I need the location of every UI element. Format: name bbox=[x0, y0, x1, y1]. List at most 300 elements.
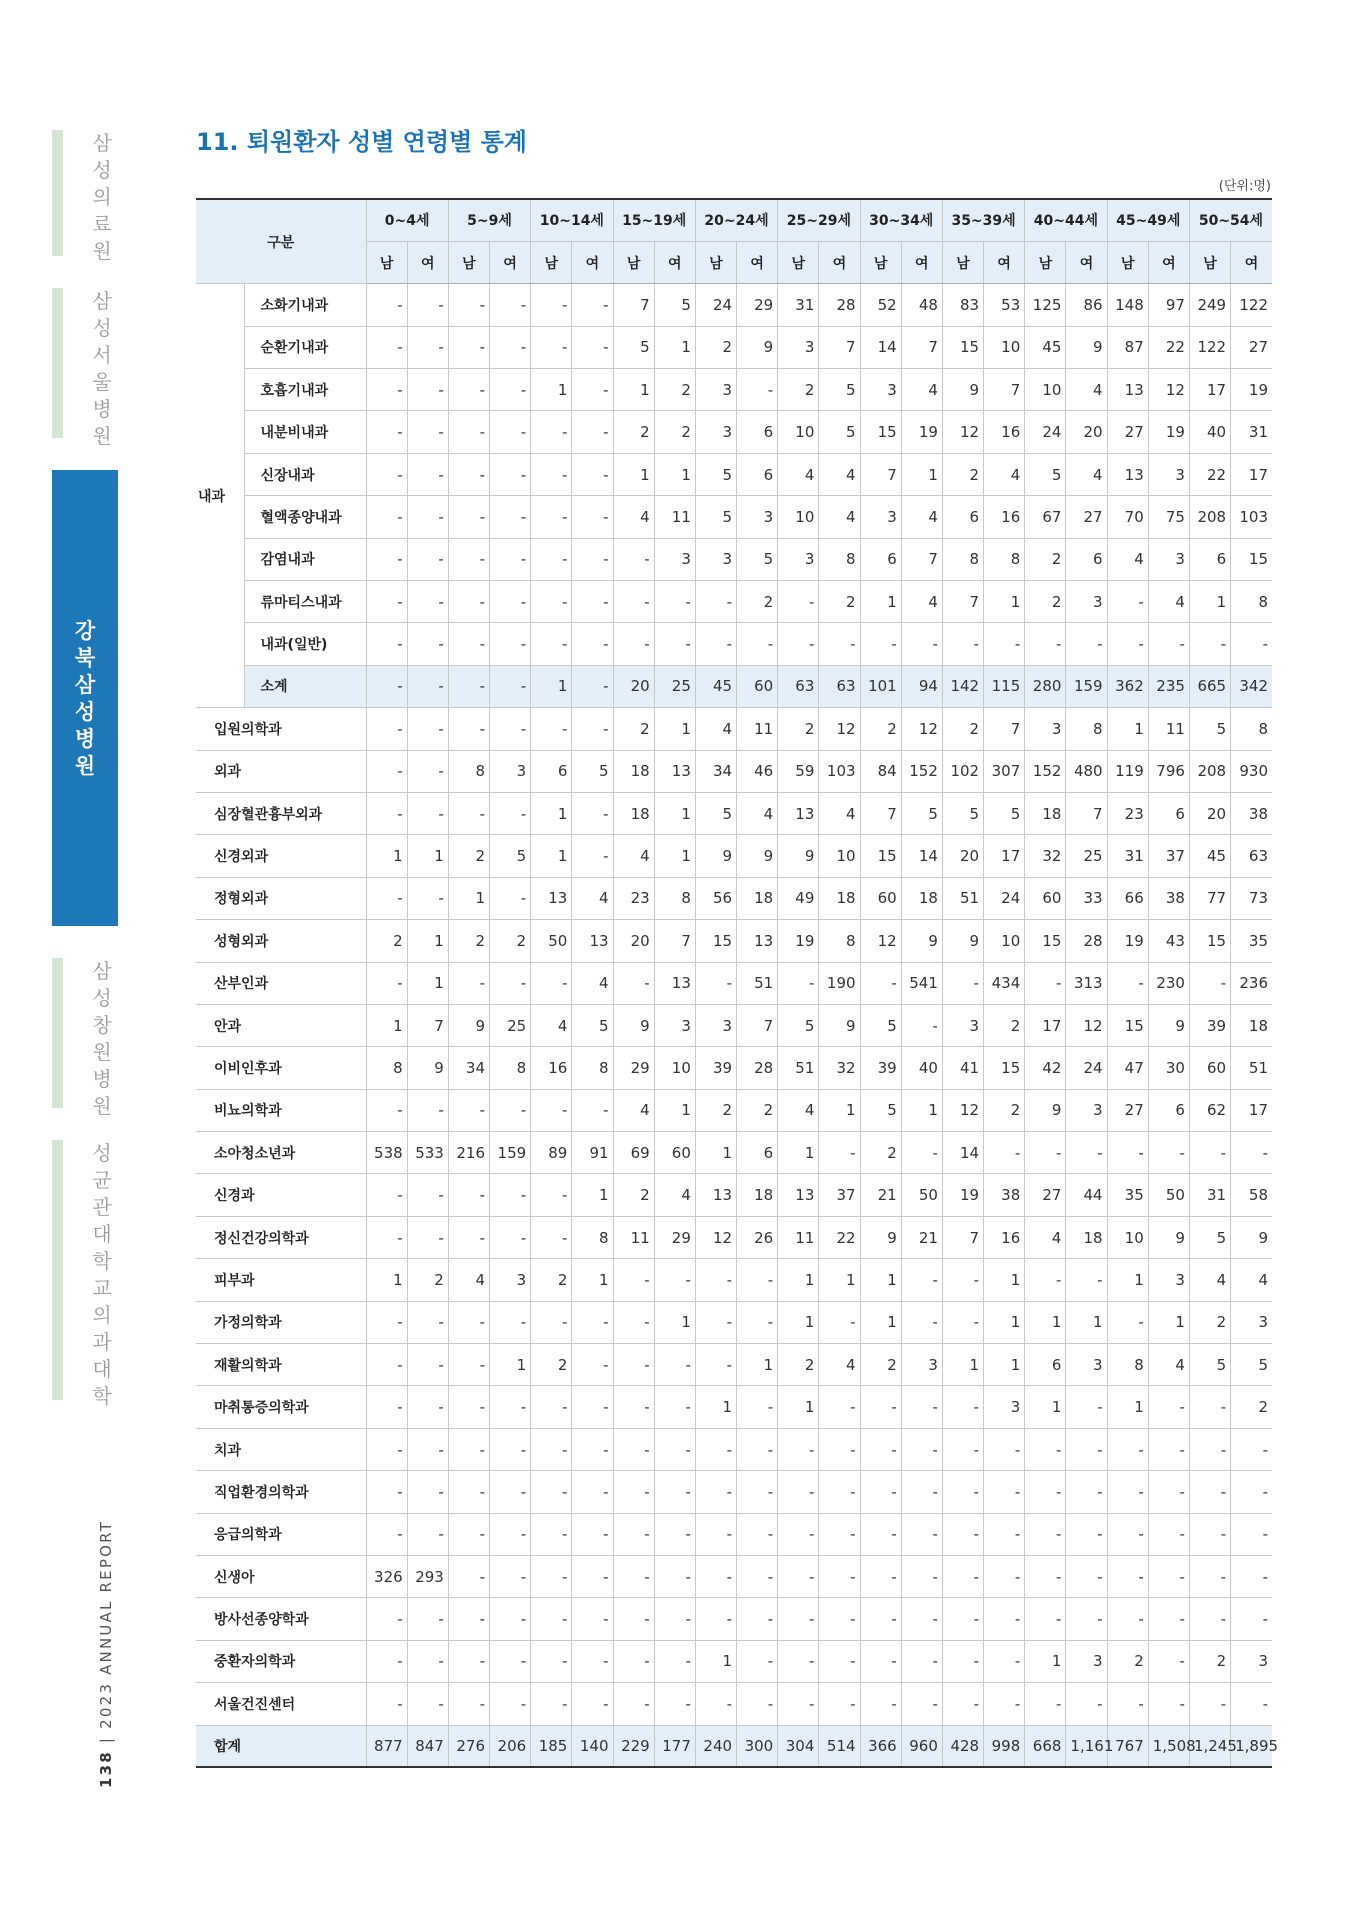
table-cell: - bbox=[448, 1216, 489, 1258]
table-cell: 119 bbox=[1107, 750, 1148, 792]
table-cell: - bbox=[1107, 1132, 1148, 1174]
page-footer bbox=[97, 1520, 117, 1788]
table-cell: - bbox=[737, 1386, 778, 1428]
table-cell: 84 bbox=[860, 750, 901, 792]
table-cell: 12 bbox=[695, 1216, 736, 1258]
table-cell: - bbox=[407, 1598, 448, 1640]
table-cell: 5 bbox=[490, 835, 531, 877]
table-cell: 8 bbox=[942, 538, 983, 580]
table-cell: 2 bbox=[1107, 1640, 1148, 1682]
table-cell: - bbox=[942, 1428, 983, 1470]
header-sex: 남 bbox=[695, 241, 736, 283]
table-cell: 6 bbox=[1148, 1089, 1189, 1131]
table-cell: - bbox=[407, 750, 448, 792]
table-cell: 87 bbox=[1107, 326, 1148, 368]
table-cell: 35 bbox=[1231, 920, 1272, 962]
table-cell: - bbox=[366, 369, 407, 411]
table-cell: 8 bbox=[654, 877, 695, 919]
table-cell: 9 bbox=[778, 835, 819, 877]
table-cell: 27 bbox=[1231, 326, 1272, 368]
table-cell: - bbox=[1066, 623, 1107, 665]
table-cell: 28 bbox=[737, 1047, 778, 1089]
table-cell: - bbox=[1107, 962, 1148, 1004]
table-cell: 22 bbox=[1148, 326, 1189, 368]
table-cell: - bbox=[407, 708, 448, 750]
table-cell: - bbox=[366, 1386, 407, 1428]
table-cell: 59 bbox=[778, 750, 819, 792]
table-cell: 998 bbox=[984, 1725, 1025, 1767]
table-cell: 50 bbox=[531, 920, 572, 962]
table-cell: 2 bbox=[613, 1174, 654, 1216]
table-cell: - bbox=[942, 1640, 983, 1682]
table-cell: - bbox=[366, 496, 407, 538]
table-cell: 1 bbox=[448, 877, 489, 919]
table-cell: 1 bbox=[984, 581, 1025, 623]
table-cell: - bbox=[490, 1556, 531, 1598]
table-cell: 2 bbox=[819, 581, 860, 623]
table-cell: - bbox=[613, 1513, 654, 1555]
table-cell: 148 bbox=[1107, 284, 1148, 326]
table-cell: 15 bbox=[984, 1047, 1025, 1089]
table-cell: - bbox=[695, 1428, 736, 1470]
table-cell: - bbox=[860, 1640, 901, 1682]
table-cell: 4 bbox=[778, 453, 819, 495]
table-cell: - bbox=[901, 1004, 942, 1046]
table-cell: 6 bbox=[737, 411, 778, 453]
table-cell: - bbox=[860, 1598, 901, 1640]
table-cell: 5 bbox=[695, 496, 736, 538]
table-cell: - bbox=[984, 1132, 1025, 1174]
table-cell: 2 bbox=[531, 1259, 572, 1301]
table-cell: 25 bbox=[490, 1004, 531, 1046]
table-cell: 960 bbox=[901, 1725, 942, 1767]
table-cell: - bbox=[407, 1386, 448, 1428]
table-cell: 5 bbox=[572, 1004, 613, 1046]
table-cell: - bbox=[490, 792, 531, 834]
table-cell: - bbox=[613, 1344, 654, 1386]
table-cell: - bbox=[531, 1089, 572, 1131]
table-row bbox=[196, 1216, 1272, 1258]
table-row bbox=[196, 1471, 1272, 1513]
table-cell: - bbox=[860, 1471, 901, 1513]
table-cell: 8 bbox=[1107, 1344, 1148, 1386]
table-cell: - bbox=[654, 1640, 695, 1682]
table-cell: 366 bbox=[860, 1725, 901, 1767]
table-cell: - bbox=[1066, 1386, 1107, 1428]
table-cell: 3 bbox=[695, 411, 736, 453]
table-cell: 20 bbox=[613, 665, 654, 707]
row-label: 치과 bbox=[196, 1428, 366, 1470]
table-cell: 3 bbox=[695, 1004, 736, 1046]
table-cell: - bbox=[654, 1683, 695, 1725]
table-cell: - bbox=[490, 1174, 531, 1216]
table-cell: - bbox=[407, 1301, 448, 1343]
table-cell: - bbox=[737, 1556, 778, 1598]
table-cell: - bbox=[572, 1428, 613, 1470]
table-cell: - bbox=[407, 877, 448, 919]
table-cell: - bbox=[984, 1513, 1025, 1555]
header-sex: 여 bbox=[490, 241, 531, 283]
side-tab-changwon-hospital[interactable] bbox=[52, 958, 118, 1118]
table-cell: 1,161 bbox=[1066, 1725, 1107, 1767]
table-cell: - bbox=[1107, 1513, 1148, 1555]
table-cell: - bbox=[448, 411, 489, 453]
table-cell: - bbox=[1189, 1556, 1230, 1598]
table-cell: 7 bbox=[942, 581, 983, 623]
table-cell: - bbox=[572, 1513, 613, 1555]
table-cell: - bbox=[572, 792, 613, 834]
table-cell: 3 bbox=[1231, 1640, 1272, 1682]
table-cell: 13 bbox=[654, 962, 695, 1004]
table-cell: 13 bbox=[695, 1174, 736, 1216]
table-cell: 2 bbox=[1025, 538, 1066, 580]
table-cell: 13 bbox=[1107, 369, 1148, 411]
table-cell: 1 bbox=[1107, 1259, 1148, 1301]
table-cell: 31 bbox=[1231, 411, 1272, 453]
table-cell: 206 bbox=[490, 1725, 531, 1767]
subtotal-row bbox=[196, 665, 1272, 707]
table-cell: - bbox=[860, 1386, 901, 1428]
table-row bbox=[196, 1344, 1272, 1386]
table-cell: 2 bbox=[778, 1344, 819, 1386]
table-cell: - bbox=[654, 1513, 695, 1555]
table-cell: 102 bbox=[942, 750, 983, 792]
table-cell: 9 bbox=[1148, 1216, 1189, 1258]
table-cell: 9 bbox=[737, 835, 778, 877]
table-cell: 480 bbox=[1066, 750, 1107, 792]
table-cell: - bbox=[490, 1513, 531, 1555]
table-cell: 60 bbox=[1025, 877, 1066, 919]
table-cell: 5 bbox=[942, 792, 983, 834]
table-cell: 1 bbox=[778, 1301, 819, 1343]
table-cell: 15 bbox=[1189, 920, 1230, 962]
side-tab-medical-center[interactable] bbox=[52, 130, 118, 263]
table-row bbox=[196, 920, 1272, 962]
table-cell: - bbox=[654, 1598, 695, 1640]
table-cell: - bbox=[572, 1089, 613, 1131]
table-cell: 1 bbox=[654, 1089, 695, 1131]
table-cell: 41 bbox=[942, 1047, 983, 1089]
table-cell: 13 bbox=[737, 920, 778, 962]
table-cell: - bbox=[407, 1471, 448, 1513]
table-row bbox=[196, 835, 1272, 877]
table-cell: 45 bbox=[1189, 835, 1230, 877]
table-cell: 10 bbox=[1025, 369, 1066, 411]
table-cell: - bbox=[531, 496, 572, 538]
table-cell: 29 bbox=[737, 284, 778, 326]
table-cell: 13 bbox=[531, 877, 572, 919]
header-age-group: 15~19세 bbox=[613, 199, 695, 241]
table-cell: 16 bbox=[984, 411, 1025, 453]
table-cell: - bbox=[572, 1598, 613, 1640]
table-cell: 7 bbox=[613, 284, 654, 326]
table-cell: - bbox=[1148, 1640, 1189, 1682]
table-cell: - bbox=[366, 962, 407, 1004]
table-cell: 33 bbox=[1066, 877, 1107, 919]
table-cell: 39 bbox=[695, 1047, 736, 1089]
table-cell: - bbox=[531, 962, 572, 1004]
table-cell: 24 bbox=[984, 877, 1025, 919]
table-cell: 15 bbox=[1231, 538, 1272, 580]
table-cell: 18 bbox=[1066, 1216, 1107, 1258]
table-cell: 5 bbox=[572, 750, 613, 792]
table-row bbox=[196, 1683, 1272, 1725]
table-cell: - bbox=[819, 1556, 860, 1598]
table-cell: 15 bbox=[1107, 1004, 1148, 1046]
table-cell: 4 bbox=[448, 1259, 489, 1301]
table-cell: 3 bbox=[860, 369, 901, 411]
table-cell: - bbox=[695, 1344, 736, 1386]
header-age-group: 5~9세 bbox=[448, 199, 530, 241]
table-cell: - bbox=[366, 1513, 407, 1555]
table-cell: 5 bbox=[778, 1004, 819, 1046]
table-cell: 3 bbox=[695, 538, 736, 580]
table-cell: - bbox=[942, 1683, 983, 1725]
table-cell: 930 bbox=[1231, 750, 1272, 792]
table-cell: 12 bbox=[1066, 1004, 1107, 1046]
table-row bbox=[196, 750, 1272, 792]
table-cell: - bbox=[984, 1556, 1025, 1598]
row-label: 심장혈관흉부외과 bbox=[196, 792, 366, 834]
row-label: 내과(일반) bbox=[244, 623, 366, 665]
table-cell: 4 bbox=[819, 453, 860, 495]
side-tab-seoul-hospital[interactable] bbox=[52, 288, 118, 448]
table-cell: 2 bbox=[860, 1132, 901, 1174]
table-cell: - bbox=[1231, 1556, 1272, 1598]
table-cell: 1,895 bbox=[1231, 1725, 1272, 1767]
table-cell: - bbox=[366, 1216, 407, 1258]
table-cell: 2 bbox=[407, 1259, 448, 1301]
table-row bbox=[196, 284, 1272, 326]
table-cell: 51 bbox=[778, 1047, 819, 1089]
header-sex: 여 bbox=[984, 241, 1025, 283]
table-cell: - bbox=[1066, 1683, 1107, 1725]
table-cell: 428 bbox=[942, 1725, 983, 1767]
table-row bbox=[196, 369, 1272, 411]
table-cell: - bbox=[1066, 1132, 1107, 1174]
table-cell: 17 bbox=[1189, 369, 1230, 411]
table-cell: - bbox=[407, 326, 448, 368]
table-cell: 115 bbox=[984, 665, 1025, 707]
side-tab-kangbuk-active[interactable] bbox=[52, 470, 118, 926]
table-cell: - bbox=[654, 623, 695, 665]
row-label: 외과 bbox=[196, 750, 366, 792]
page-title: 11. 퇴원환자 성별 연령별 통계 bbox=[196, 128, 527, 156]
table-cell: - bbox=[1231, 1683, 1272, 1725]
table-cell: 20 bbox=[942, 835, 983, 877]
table-cell: - bbox=[1231, 1471, 1272, 1513]
table-cell: - bbox=[572, 708, 613, 750]
table-cell: 5 bbox=[860, 1089, 901, 1131]
table-cell: 1 bbox=[490, 1344, 531, 1386]
footer-divider: | bbox=[97, 1728, 115, 1744]
table-cell: 6 bbox=[1148, 792, 1189, 834]
table-row bbox=[196, 1132, 1272, 1174]
table-cell: 3 bbox=[490, 1259, 531, 1301]
table-cell: 9 bbox=[407, 1047, 448, 1089]
table-cell: 4 bbox=[1066, 369, 1107, 411]
table-cell: 216 bbox=[448, 1132, 489, 1174]
table-cell: 1 bbox=[695, 1132, 736, 1174]
side-tab-label: 삼성의료원 bbox=[92, 131, 112, 263]
table-cell: - bbox=[1066, 1556, 1107, 1598]
table-cell: - bbox=[448, 496, 489, 538]
table-cell: - bbox=[448, 1471, 489, 1513]
table-row bbox=[196, 1513, 1272, 1555]
table-cell: 1 bbox=[1025, 1301, 1066, 1343]
table-cell: - bbox=[366, 284, 407, 326]
table-cell: - bbox=[901, 1683, 942, 1725]
table-cell: 17 bbox=[1231, 453, 1272, 495]
table-cell: - bbox=[984, 1683, 1025, 1725]
table-cell: 533 bbox=[407, 1132, 448, 1174]
table-cell: 2 bbox=[490, 920, 531, 962]
table-cell: 9 bbox=[942, 369, 983, 411]
table-cell: 280 bbox=[1025, 665, 1066, 707]
row-label: 신경과 bbox=[196, 1174, 366, 1216]
table-cell: 11 bbox=[1148, 708, 1189, 750]
table-cell: 1 bbox=[695, 1386, 736, 1428]
table-cell: 5 bbox=[901, 792, 942, 834]
table-cell: 9 bbox=[1066, 326, 1107, 368]
table-cell: - bbox=[1231, 623, 1272, 665]
group-label-internal-medicine: 내과 bbox=[196, 284, 244, 708]
table-cell: 28 bbox=[1066, 920, 1107, 962]
header-sex: 남 bbox=[366, 241, 407, 283]
table-cell: - bbox=[1025, 1683, 1066, 1725]
table-cell: - bbox=[860, 1683, 901, 1725]
table-cell: 152 bbox=[901, 750, 942, 792]
table-cell: 51 bbox=[942, 877, 983, 919]
table-cell: 4 bbox=[1189, 1259, 1230, 1301]
table-cell: 44 bbox=[1066, 1174, 1107, 1216]
table-cell: 1 bbox=[778, 1132, 819, 1174]
table-cell: 14 bbox=[901, 835, 942, 877]
side-tab-medical-school[interactable] bbox=[52, 1140, 118, 1408]
table-cell: 28 bbox=[819, 284, 860, 326]
table-cell: 10 bbox=[819, 835, 860, 877]
table-cell: - bbox=[366, 1598, 407, 1640]
table-cell: 3 bbox=[490, 750, 531, 792]
table-cell: 1,508 bbox=[1148, 1725, 1189, 1767]
row-label: 이비인후과 bbox=[196, 1047, 366, 1089]
table-cell: - bbox=[407, 411, 448, 453]
side-tab-label: 삼성서울병원 bbox=[92, 289, 112, 448]
table-cell: - bbox=[448, 1598, 489, 1640]
table-cell: 9 bbox=[737, 326, 778, 368]
table-cell: - bbox=[448, 1640, 489, 1682]
table-cell: 17 bbox=[1231, 1089, 1272, 1131]
table-cell: - bbox=[778, 1513, 819, 1555]
table-cell: - bbox=[1148, 623, 1189, 665]
header-sex: 남 bbox=[942, 241, 983, 283]
table-cell: 46 bbox=[737, 750, 778, 792]
table-cell: - bbox=[984, 1640, 1025, 1682]
row-label: 비뇨의학과 bbox=[196, 1089, 366, 1131]
table-cell: 3 bbox=[695, 369, 736, 411]
table-cell: 7 bbox=[1066, 792, 1107, 834]
table-cell: - bbox=[819, 1513, 860, 1555]
table-cell: - bbox=[572, 284, 613, 326]
table-cell: 1 bbox=[1025, 1386, 1066, 1428]
table-cell: 31 bbox=[1189, 1174, 1230, 1216]
table-cell: - bbox=[1025, 1471, 1066, 1513]
table-cell: 11 bbox=[613, 1216, 654, 1258]
table-cell: 7 bbox=[819, 326, 860, 368]
table-cell: - bbox=[531, 1513, 572, 1555]
table-cell: - bbox=[1025, 1513, 1066, 1555]
table-cell: 10 bbox=[984, 920, 1025, 962]
table-cell: 22 bbox=[819, 1216, 860, 1258]
table-cell: 514 bbox=[819, 1725, 860, 1767]
table-cell: - bbox=[1189, 1132, 1230, 1174]
table-cell: 122 bbox=[1189, 326, 1230, 368]
table-cell: 29 bbox=[654, 1216, 695, 1258]
table-cell: 20 bbox=[613, 920, 654, 962]
table-cell: - bbox=[407, 369, 448, 411]
table-cell: - bbox=[613, 1598, 654, 1640]
table-cell: 4 bbox=[737, 792, 778, 834]
header-sex: 여 bbox=[1231, 241, 1272, 283]
table-cell: 1 bbox=[654, 453, 695, 495]
table-cell: 313 bbox=[1066, 962, 1107, 1004]
table-cell: 1 bbox=[531, 835, 572, 877]
table-cell: - bbox=[490, 453, 531, 495]
table-cell: - bbox=[778, 1683, 819, 1725]
table-cell: - bbox=[1025, 1556, 1066, 1598]
table-cell: 13 bbox=[654, 750, 695, 792]
table-cell: 1 bbox=[819, 1259, 860, 1301]
table-cell: - bbox=[531, 1216, 572, 1258]
table-cell: - bbox=[490, 538, 531, 580]
table-cell: 27 bbox=[1066, 496, 1107, 538]
table-cell: 185 bbox=[531, 1725, 572, 1767]
table-cell: 40 bbox=[1189, 411, 1230, 453]
table-cell: - bbox=[901, 1428, 942, 1470]
table-cell: 2 bbox=[448, 920, 489, 962]
total-row bbox=[196, 1725, 1272, 1767]
table-cell: 7 bbox=[407, 1004, 448, 1046]
table-cell: 9 bbox=[901, 920, 942, 962]
table-cell: 3 bbox=[984, 1386, 1025, 1428]
header-sex: 여 bbox=[654, 241, 695, 283]
table-cell: 12 bbox=[942, 411, 983, 453]
table-cell: - bbox=[531, 538, 572, 580]
table-cell: 8 bbox=[819, 920, 860, 962]
table-row bbox=[196, 326, 1272, 368]
table-cell: - bbox=[737, 1259, 778, 1301]
row-label: 서울건진센터 bbox=[196, 1683, 366, 1725]
table-cell: 19 bbox=[778, 920, 819, 962]
table-cell: 2 bbox=[448, 835, 489, 877]
table-cell: - bbox=[366, 792, 407, 834]
table-cell: 230 bbox=[1148, 962, 1189, 1004]
table-cell: - bbox=[490, 1683, 531, 1725]
table-cell: - bbox=[984, 623, 1025, 665]
side-tab-label: 삼성창원병원 bbox=[92, 959, 112, 1118]
table-cell: 4 bbox=[613, 496, 654, 538]
header-sex: 여 bbox=[1066, 241, 1107, 283]
table-cell: 5 bbox=[1189, 1216, 1230, 1258]
table-cell: - bbox=[1189, 1386, 1230, 1428]
row-label: 신생아 bbox=[196, 1556, 366, 1598]
row-label: 호흡기내과 bbox=[244, 369, 366, 411]
table-cell: - bbox=[490, 665, 531, 707]
table-cell: 2 bbox=[654, 369, 695, 411]
table-row bbox=[196, 792, 1272, 834]
table-cell: 847 bbox=[407, 1725, 448, 1767]
table-cell: - bbox=[1025, 1598, 1066, 1640]
